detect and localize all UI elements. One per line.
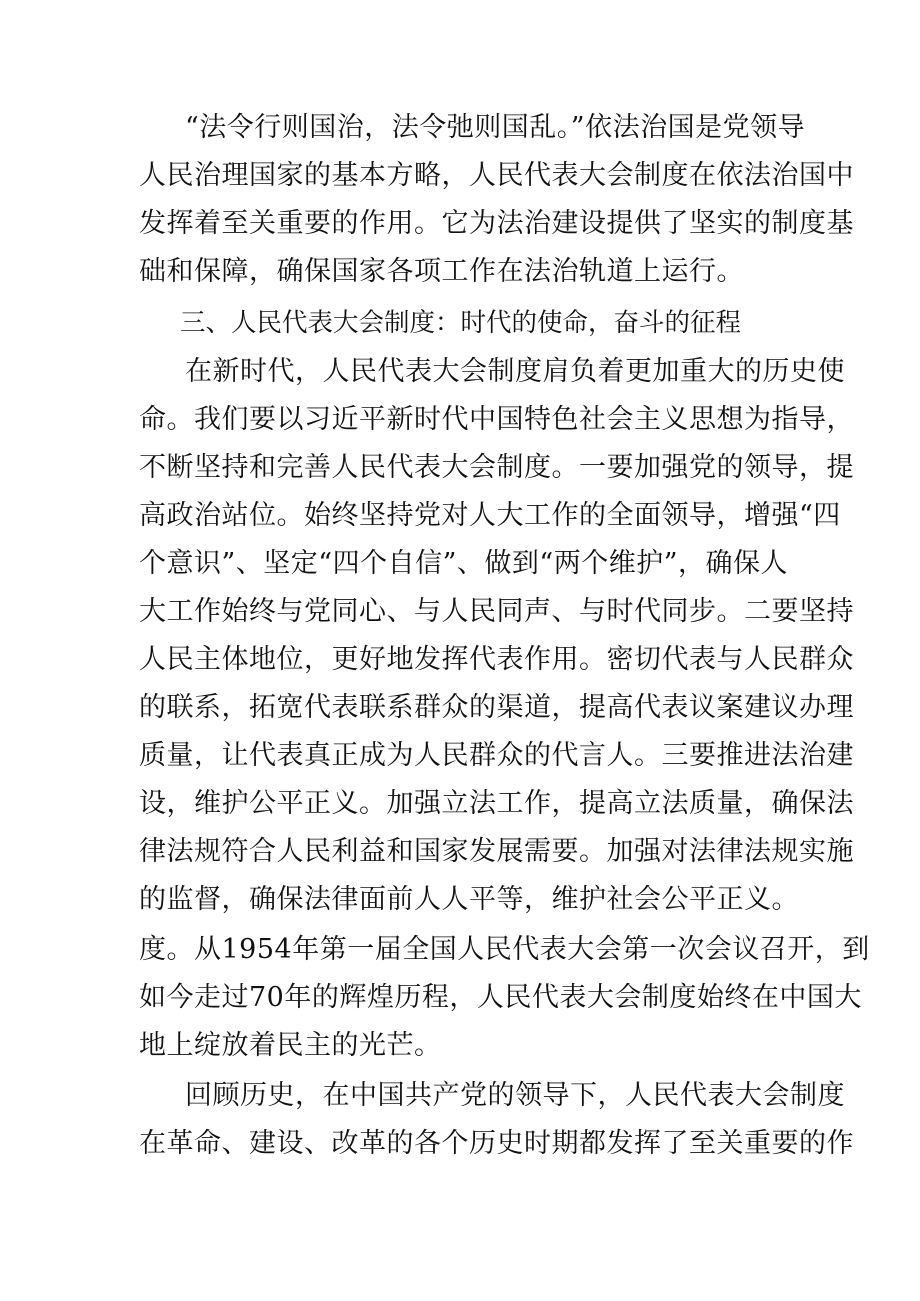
- paragraph-2-line-2: 命。我们要以习近平新时代中国特色社会主义思想为指导，: [139, 404, 854, 435]
- paragraph-4-line-2: 在革命、建设、改革的各个历史时期都发挥了至关重要的作: [139, 1128, 854, 1159]
- paragraph-2-line-9: 质量，让代表真正成为人民群众的代言人。三要推进法治建: [139, 740, 854, 771]
- paragraph-4-line-1: 回顾历史，在中国共产党的领导下，人民代表大会制度: [185, 1080, 845, 1111]
- paragraph-2-line-8: 的联系，拓宽代表联系群众的渠道，提高代表议案建议办理: [139, 692, 854, 723]
- paragraph-1-line-4: 础和保障，确保国家各项工作在法治轨道上运行。: [139, 256, 744, 287]
- section-heading-3: 三、人民代表大会制度：时代的使命，奋斗的征程: [180, 308, 742, 338]
- paragraph-2-line-10: 设，维护公平正义。加强立法工作，提高立法质量，确保法: [139, 788, 854, 819]
- paragraph-3-line-3: 地上绽放着民主的光芒。: [139, 1030, 442, 1061]
- paragraph-3-line-2: 如今走过70年的辉煌历程，人民代表大会制度始终在中国大: [139, 982, 862, 1013]
- paragraph-1-line-3: 发挥着至关重要的作用。它为法治建设提供了坚实的制度基: [139, 208, 854, 239]
- paragraph-2-line-5: 个意识”、坚定“四个自信”、做到“两个维护”，确保人: [139, 548, 789, 579]
- paragraph-1-line-2: 人民治理国家的基本方略，人民代表大会制度在依法治国中: [139, 160, 854, 191]
- paragraph-2-line-6: 大工作始终与党同心、与人民同声、与时代同步。二要坚持: [139, 596, 854, 627]
- paragraph-2-line-4: 高政治站位。始终坚持党对人大工作的全面领导，增强“四: [139, 500, 841, 531]
- paragraph-1-line-1: “法令行则国治，法令弛则国乱。”依法治国是党领导: [185, 112, 806, 143]
- paragraph-3-line-1: 度。从1954年第一届全国人民代表大会第一次会议召开，到: [139, 934, 870, 965]
- paragraph-2-line-7: 人民主体地位，更好地发挥代表作用。密切代表与人民群众: [139, 644, 854, 675]
- paragraph-2-line-12: 的监督，确保法律面前人人平等，维护社会公平正义。: [139, 884, 799, 915]
- paragraph-2-line-3: 不断坚持和完善人民代表大会制度。一要加强党的领导，提: [139, 452, 854, 483]
- paragraph-2-line-11: 律法规符合人民利益和国家发展需要。加强对法律法规实施: [139, 836, 854, 867]
- paragraph-2-line-1: 在新时代，人民代表大会制度肩负着更加重大的历史使: [185, 356, 845, 387]
